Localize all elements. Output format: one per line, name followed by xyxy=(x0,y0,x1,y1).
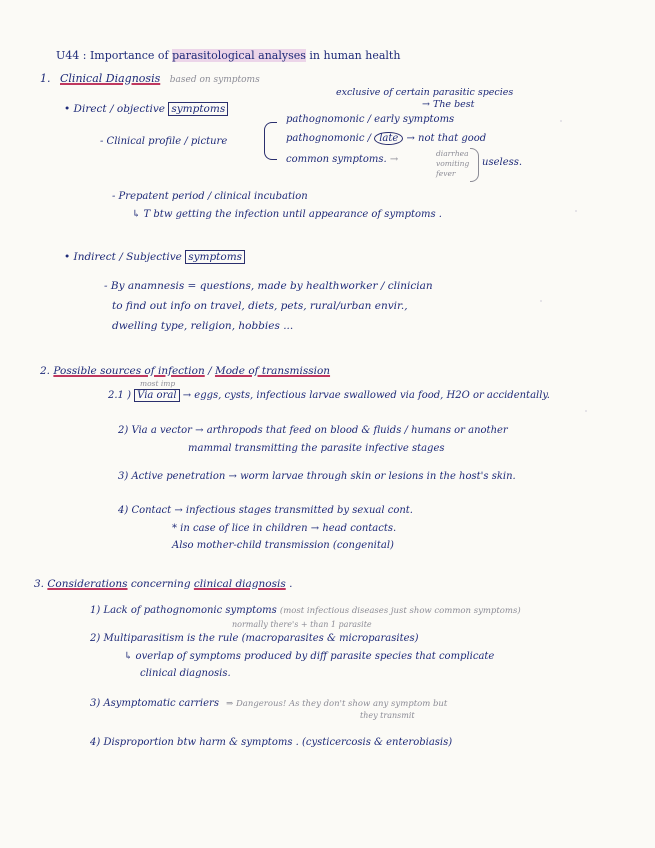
item-late xyxy=(286,134,486,144)
section-1-title: Clinical Diagnosis xyxy=(60,72,161,85)
direct-heading xyxy=(64,104,228,115)
transmission-vector: 2) Via a vector → arthropods that feed on blood & fluids / humans or another xyxy=(118,425,508,436)
consideration-3-note-2: they transmit xyxy=(360,711,415,720)
symptom-fever: fever xyxy=(436,169,456,178)
item-late-pre: pathognomonic / xyxy=(286,133,371,144)
consideration-2-sub-2: clinical diagnosis. xyxy=(140,668,231,679)
transmission-contact: 4) Contact → infectious stages transmitted by sexual cont. xyxy=(118,505,413,516)
item-common-arrow: → xyxy=(389,154,399,165)
consideration-1 xyxy=(90,606,521,616)
indirect-heading xyxy=(64,252,245,263)
title-highlight: parasitological analyses xyxy=(172,49,306,62)
section-2-heading xyxy=(40,366,330,377)
consideration-4: 4) Disproportion btw harm & symptoms . (cysticercosis & enterobiasis) xyxy=(90,737,453,748)
page-title xyxy=(56,50,400,61)
section-3-number: 3. xyxy=(34,578,45,590)
bleed-dot xyxy=(540,300,542,302)
section-2-number: 2. xyxy=(40,365,51,377)
anamnesis-line-2: to find out info on travel, diets, pets, rural/urban envir., xyxy=(112,300,408,312)
title-prefix: U44 : Importance of xyxy=(56,49,169,62)
consideration-3-note-1: ⇒ Dangerous! As they don't show any symptom but xyxy=(226,699,448,709)
clinical-profile-label: - Clinical profile / picture xyxy=(100,136,228,147)
section-2-title-b: Mode of transmission xyxy=(214,365,331,377)
oral-text: → eggs, cysts, infectious larvae swallowed via food, H2O or accidentally. xyxy=(182,390,550,401)
consideration-2-note: normally there's + than 1 parasite xyxy=(232,620,372,629)
section-3-title-mid: concerning xyxy=(130,578,191,590)
direct-boxed-symptoms: symptoms xyxy=(168,102,228,116)
anamnesis-line-3: dwelling type, religion, hobbies ... xyxy=(112,320,294,332)
indirect-boxed-symptoms: symptoms xyxy=(185,250,245,264)
section-3-title-end: . xyxy=(289,578,293,590)
left-brace xyxy=(264,122,277,160)
symptom-vomiting: vomiting xyxy=(436,159,470,168)
item-early: pathognomonic / early symptoms xyxy=(286,114,455,125)
transmission-vector-cont: mammal transmitting the parasite infective stages xyxy=(188,443,445,454)
bullet: • xyxy=(64,103,71,115)
prepatent-period: - Prepatent period / clinical incubation xyxy=(112,191,308,202)
direct-label: Direct / objective xyxy=(73,103,165,115)
anamnesis-line-1: - By anamnesis = questions, made by healthworker / clinician xyxy=(104,280,433,292)
symptom-diarrhea: diarrhea xyxy=(436,149,469,158)
indirect-label: Indirect / Subjective xyxy=(73,251,182,263)
bleed-dot xyxy=(585,410,587,412)
section-2-separator: / xyxy=(208,365,212,377)
bleed-dot xyxy=(575,210,577,212)
section-3-title-b: clinical diagnosis xyxy=(193,578,286,590)
consideration-3-text: 3) Asymptomatic carriers xyxy=(90,698,219,709)
contact-lice-note: * in case of lice in children → head contacts. xyxy=(172,523,397,534)
consideration-3 xyxy=(90,699,447,709)
consideration-2: 2) Multiparasitism is the rule (macroparasites & microparasites) xyxy=(90,633,419,644)
exclusive-note: exclusive of certain parasitic species xyxy=(336,87,514,98)
title-suffix: in human health xyxy=(309,49,401,62)
section-3-title-a: Considerations xyxy=(47,578,128,590)
item-late-post: → not that good xyxy=(406,133,487,144)
section-1-note: based on symptoms xyxy=(169,75,260,85)
consideration-2-sub-1: ↳ overlap of symptoms produced by diff parasite species that complicate xyxy=(124,651,495,662)
consideration-1-note: (most infectious diseases just show common symptoms) xyxy=(279,606,521,616)
transmission-penetration: 3) Active penetration → worm larvae through skin or lesions in the host's skin. xyxy=(118,471,516,482)
bleed-dot xyxy=(560,120,562,122)
bullet: • xyxy=(64,251,71,263)
prepatent-definition: ↳ T btw getting the infection until appearance of symptoms . xyxy=(132,209,442,220)
item-common-text: common symptoms. xyxy=(286,154,387,165)
contact-congenital-note: Also mother-child transmission (congenital) xyxy=(172,540,394,551)
oral-number: 2.1 ) xyxy=(108,390,131,401)
consideration-1-text: 1) Lack of pathognomonic symptoms xyxy=(90,605,277,616)
section-1-number: 1. xyxy=(40,72,51,85)
section-3-heading xyxy=(34,579,292,590)
section-1-heading xyxy=(40,73,260,85)
item-late-circled: late xyxy=(374,132,403,145)
right-brace xyxy=(470,148,479,182)
oral-boxed: Via oral xyxy=(134,389,179,402)
most-important-note: most imp xyxy=(140,379,176,388)
useless-note: useless. xyxy=(482,157,523,168)
item-common xyxy=(286,155,398,165)
transmission-oral xyxy=(108,391,550,401)
best-note: → The best xyxy=(422,99,475,110)
section-2-title-a: Possible sources of infection xyxy=(53,365,205,377)
